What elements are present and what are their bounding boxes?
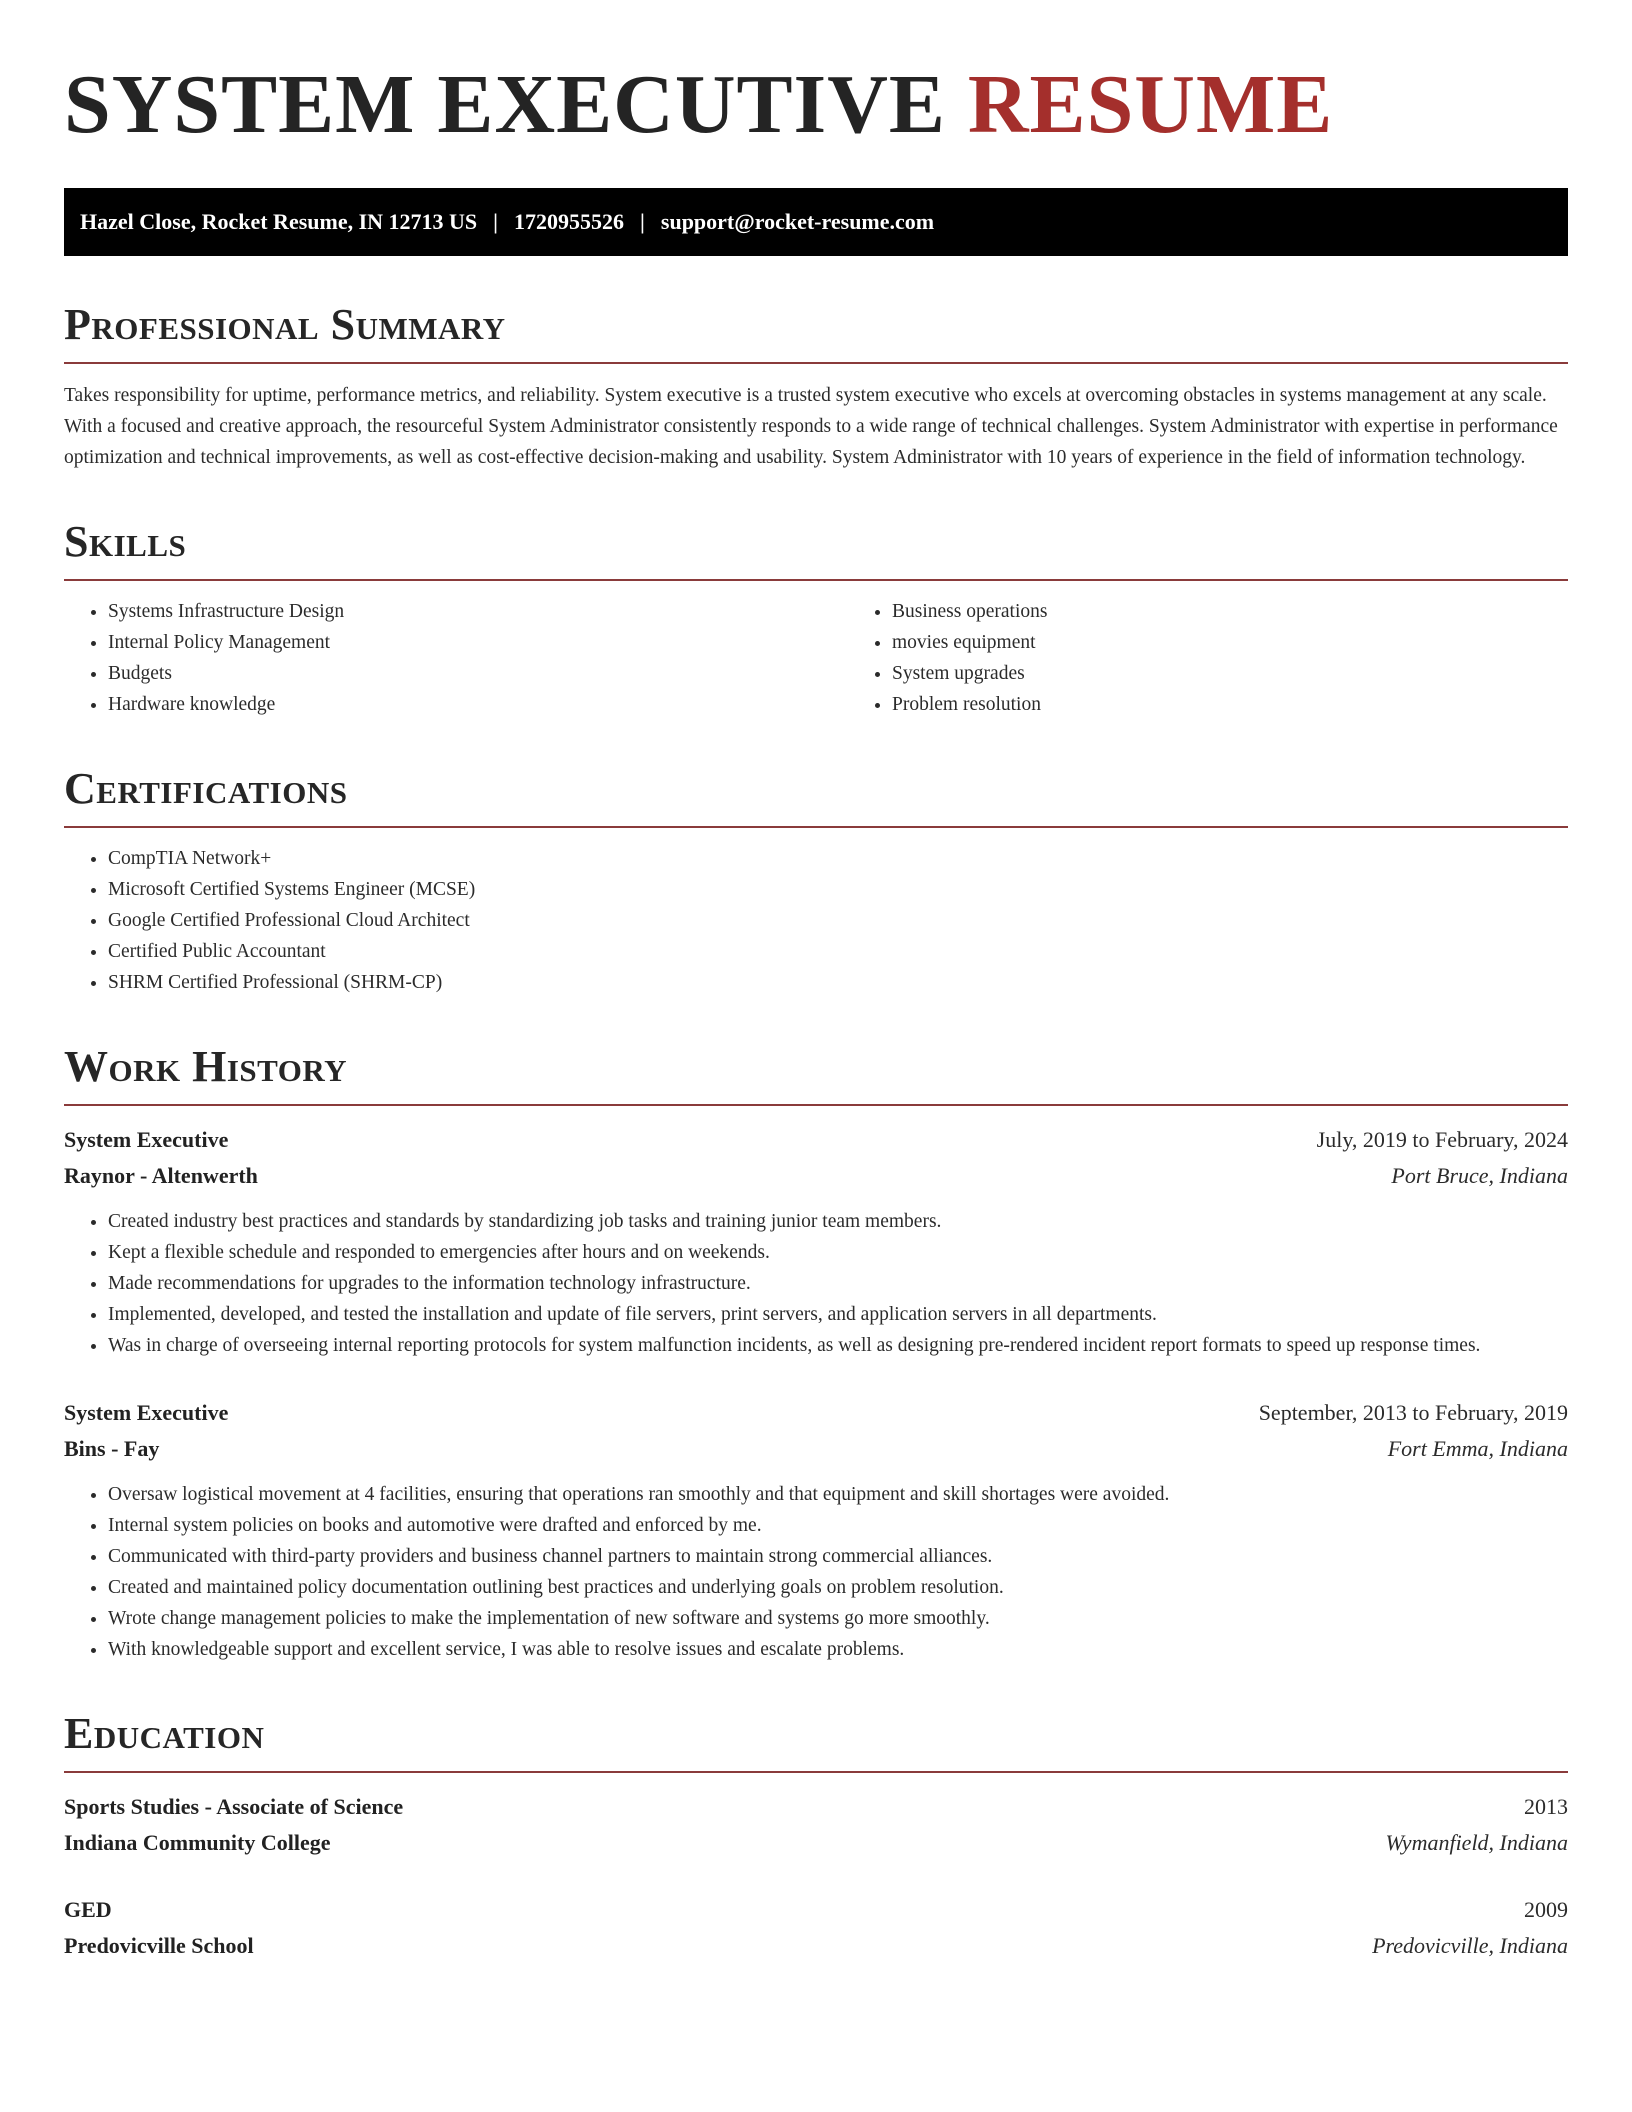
education-year: 2013: [1524, 1794, 1568, 1819]
job-bullet: • Wrote change management policies to make the implementation of new software and systems go more smoothly.: [108, 1603, 1568, 1634]
job-bullets: [64, 1206, 1568, 1361]
education-location: Wymanfield, Indiana: [1385, 1830, 1568, 1855]
skill-item: • Internal Policy Management: [108, 627, 848, 658]
education-year: 2009: [1524, 1897, 1568, 1922]
education-location: Predovicville, Indiana: [1372, 1933, 1568, 1958]
job-title: System Executive: [64, 1127, 229, 1152]
contact-bar: [64, 188, 1568, 256]
contact-address: Hazel Close, Rocket Resume, IN 12713 US: [80, 209, 478, 234]
title-accent: RESUME: [967, 58, 1334, 151]
education-degree: GED: [64, 1897, 112, 1922]
job-location: Port Bruce, Indiana: [1391, 1163, 1568, 1188]
job-location: Fort Emma, Indiana: [1387, 1436, 1568, 1461]
certification-item: • CompTIA Network+: [108, 843, 1568, 874]
contact-separator: |: [640, 209, 645, 234]
summary-text: Takes responsibility for uptime, performance metrics, and reliability. System executive is a trusted system executive who excels at overcoming obstacles in systems management at any scale. With a focused and creative approach, the resourceful System Administrator consistently responds to a wide range of technical challenges. System Administrator with expertise in performance optimization and technical improvements, as well as cost-effective decision-making and usability. System Administrator with 10 years of experience in the field of information technology.: [64, 385, 1558, 468]
title-main: SYSTEM EXECUTIVE: [64, 58, 946, 151]
education-school: Predovicville School: [64, 1933, 254, 1958]
skill-item: • Systems Infrastructure Design: [108, 596, 848, 627]
section-heading-education: Education: [64, 1709, 1568, 1773]
skill-item: • Budgets: [108, 658, 848, 689]
skill-item: • Hardware knowledge: [108, 689, 848, 720]
skill-item: • System upgrades: [892, 658, 1632, 689]
education-degree: Sports Studies - Associate of Science: [64, 1794, 404, 1819]
certifications-list: [64, 843, 1568, 998]
education-entry: [64, 1789, 1568, 1861]
section-heading-work-history: Work History: [64, 1042, 1568, 1106]
job-bullet: • Internal system policies on books and automotive were drafted and enforced by me.: [108, 1510, 1568, 1541]
job-bullet: • Made recommendations for upgrades to the information technology infrastructure.: [108, 1268, 1568, 1299]
certification-item: • Microsoft Certified Systems Engineer (MCSE): [108, 874, 1568, 905]
job-bullet: • With knowledgeable support and excellent service, I was able to resolve issues and escalate problems.: [108, 1634, 1568, 1665]
certification-item: • Certified Public Accountant: [108, 936, 1568, 967]
section-heading-certifications: Certifications: [64, 764, 1568, 828]
job-bullet: • Was in charge of overseeing internal reporting protocols for system malfunction incidents, as well as designing pre-rendered incident report formats to speed up response times.: [108, 1330, 1568, 1361]
job-bullet: • Created and maintained policy documentation outlining best practices and underlying goals on problem resolution.: [108, 1572, 1568, 1603]
job-company-row: [64, 1431, 1568, 1467]
education-entry: [64, 1892, 1568, 1964]
job-company: Bins - Fay: [64, 1436, 160, 1461]
section-heading-skills: Skills: [64, 517, 1568, 581]
job-bullet: • Implemented, developed, and tested the installation and update of file servers, print servers, and application servers in all departments.: [108, 1299, 1568, 1330]
job-entry: [64, 1395, 1568, 1665]
job-bullets: [64, 1479, 1568, 1665]
education-school-row: [64, 1928, 1568, 1964]
education-degree-row: [64, 1892, 1568, 1928]
education-school-row: [64, 1825, 1568, 1861]
skill-item: • Business operations: [892, 596, 1632, 627]
job-company-row: [64, 1158, 1568, 1194]
job-bullet: • Created industry best practices and standards by standardizing job tasks and training junior team members.: [108, 1206, 1568, 1237]
certification-item: • Google Certified Professional Cloud Architect: [108, 905, 1568, 936]
job-bullet: • Oversaw logistical movement at 4 facilities, ensuring that operations ran smoothly and that equipment and skill shortages were avoided.: [108, 1479, 1568, 1510]
skills-column-left: [64, 596, 848, 720]
skills-list: [64, 581, 1568, 720]
job-company: Raynor - Altenwerth: [64, 1163, 258, 1188]
job-entry: [64, 1122, 1568, 1361]
resume-title: [64, 50, 1568, 160]
contact-email[interactable]: support@rocket-resume.com: [660, 209, 935, 234]
job-dates: September, 2013 to February, 2019: [1258, 1400, 1568, 1425]
skill-item: • Problem resolution: [892, 689, 1632, 720]
skill-item: • movies equipment: [892, 627, 1632, 658]
education-school: Indiana Community College: [64, 1830, 331, 1855]
contact-separator: |: [493, 209, 499, 234]
job-dates: July, 2019 to February, 2024: [1316, 1127, 1568, 1152]
job-header-row: [64, 1122, 1568, 1158]
skills-column-right: [848, 596, 1632, 720]
education-degree-row: [64, 1789, 1568, 1825]
job-header-row: [64, 1395, 1568, 1431]
section-heading-summary: Professional Summary: [64, 300, 1568, 364]
job-bullet: • Communicated with third-party providers and business channel partners to maintain strong commercial alliances.: [108, 1541, 1568, 1572]
job-title: System Executive: [64, 1400, 229, 1425]
job-bullet: • Kept a flexible schedule and responded to emergencies after hours and on weekends.: [108, 1237, 1568, 1268]
contact-phone[interactable]: 1720955526: [514, 209, 625, 234]
certification-item: • SHRM Certified Professional (SHRM-CP): [108, 967, 1568, 998]
